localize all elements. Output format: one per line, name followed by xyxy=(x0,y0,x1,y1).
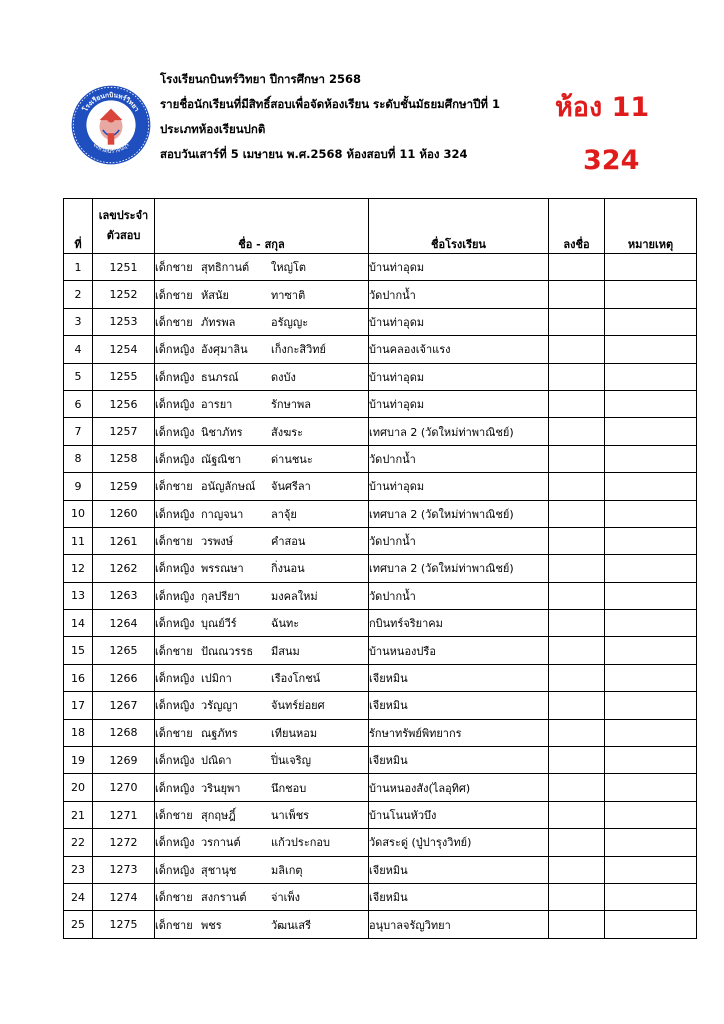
school-name: บ้านท่าอุดม xyxy=(369,473,549,500)
signature-cell[interactable] xyxy=(549,500,605,527)
student-name xyxy=(155,774,369,801)
school-name: เทศบาล 2 (วัดใหม่ท่าพาณิชย์) xyxy=(369,555,549,582)
row-number: 25 xyxy=(64,911,93,938)
name-prefix: เด็กหญิง xyxy=(155,562,195,576)
note-cell[interactable] xyxy=(605,308,697,335)
first-name: วรกานต์ xyxy=(201,836,241,850)
first-name: อังศุมาลิน xyxy=(201,343,248,357)
note-cell[interactable] xyxy=(605,363,697,390)
exam-id: 1264 xyxy=(93,610,155,637)
header-list-title: รายชื่อนักเรียนที่มีสิทธิ์สอบเพื่อจัดห้องเรียน ระดับชั้นมัธยมศึกษาปีที่ 1 xyxy=(160,97,500,111)
school-name: บ้านท่าอุดม xyxy=(369,390,549,417)
table-row xyxy=(64,664,697,691)
name-prefix: เด็กชาย xyxy=(155,918,193,932)
table-row xyxy=(64,336,697,363)
name-prefix: เด็กชาย xyxy=(155,288,193,302)
table-row xyxy=(64,719,697,746)
name-prefix: เด็กหญิง xyxy=(155,452,195,466)
school-name: เทศบาล 2 (วัดใหม่ท่าพาณิชย์) xyxy=(369,418,549,445)
exam-id: 1268 xyxy=(93,719,155,746)
school-name: บ้านท่าอุดม xyxy=(369,254,549,281)
last-name: วัฒนเสรี xyxy=(271,918,312,932)
school-name: กบินทร์จริยาคม xyxy=(369,610,549,637)
student-roster-table xyxy=(63,198,697,939)
note-cell[interactable] xyxy=(605,856,697,883)
table-row xyxy=(64,610,697,637)
row-number: 21 xyxy=(64,801,93,828)
school-name: เจียหมิน xyxy=(369,883,549,910)
school-name: บ้านคลองเจ้าแรง xyxy=(369,336,549,363)
name-prefix: เด็กหญิง xyxy=(155,343,195,357)
table-row xyxy=(64,829,697,856)
last-name: ฉันทะ xyxy=(271,617,300,631)
column-header-school: ชื่อโรงเรียน xyxy=(369,199,549,254)
first-name: ธนภรณ์ xyxy=(201,370,239,384)
first-name: พชร xyxy=(201,918,222,932)
exam-id: 1262 xyxy=(93,555,155,582)
last-name: นึกชอบ xyxy=(271,781,307,795)
svg-text:จังหวัดปราจีนบุรี: จังหวัดปราจีนบุรี xyxy=(91,141,131,155)
note-cell[interactable] xyxy=(605,911,697,938)
table-row xyxy=(64,418,697,445)
room-number: 324 xyxy=(583,145,640,176)
signature-cell[interactable] xyxy=(549,774,605,801)
exam-id: 1256 xyxy=(93,390,155,417)
name-prefix: เด็กชาย xyxy=(155,891,193,905)
name-prefix: เด็กหญิง xyxy=(155,863,195,877)
first-name: สงกรานต์ xyxy=(201,891,247,905)
signature-cell[interactable] xyxy=(549,664,605,691)
student-name xyxy=(155,911,369,938)
note-cell[interactable] xyxy=(605,254,697,281)
row-number: 23 xyxy=(64,856,93,883)
name-prefix: เด็กชาย xyxy=(155,315,193,329)
first-name: อนัญลักษณ์ xyxy=(201,480,256,494)
signature-cell[interactable] xyxy=(549,445,605,472)
student-name xyxy=(155,610,369,637)
name-prefix: เด็กหญิง xyxy=(155,589,195,603)
signature-cell[interactable] xyxy=(549,856,605,883)
signature-cell[interactable] xyxy=(549,254,605,281)
note-cell[interactable] xyxy=(605,829,697,856)
name-prefix: เด็กหญิง xyxy=(155,754,195,768)
student-name xyxy=(155,418,369,445)
table-row xyxy=(64,883,697,910)
exam-id: 1251 xyxy=(93,254,155,281)
exam-id: 1275 xyxy=(93,911,155,938)
last-name: กิ่งนอน xyxy=(271,562,305,576)
row-number: 24 xyxy=(64,883,93,910)
school-name: บ้านท่าอุดม xyxy=(369,308,549,335)
note-cell[interactable] xyxy=(605,883,697,910)
signature-cell[interactable] xyxy=(549,418,605,445)
note-cell[interactable] xyxy=(605,582,697,609)
row-number: 8 xyxy=(64,445,93,472)
signature-cell[interactable] xyxy=(549,747,605,774)
student-name xyxy=(155,336,369,363)
exam-id: 1271 xyxy=(93,801,155,828)
name-prefix: เด็กหญิง xyxy=(155,507,195,521)
table-row xyxy=(64,281,697,308)
signature-cell[interactable] xyxy=(549,883,605,910)
exam-id: 1263 xyxy=(93,582,155,609)
signature-cell[interactable] xyxy=(549,801,605,828)
school-name: บ้านท่าอุดม xyxy=(369,363,549,390)
first-name: บุณย์วีร์ xyxy=(201,617,237,631)
table-row xyxy=(64,363,697,390)
table-row xyxy=(64,692,697,719)
student-name xyxy=(155,363,369,390)
row-number: 5 xyxy=(64,363,93,390)
note-cell[interactable] xyxy=(605,281,697,308)
student-name xyxy=(155,747,369,774)
student-name xyxy=(155,555,369,582)
room-label: ห้อง 11 xyxy=(555,92,650,123)
last-name: อรัญญะ xyxy=(271,315,309,329)
note-cell[interactable] xyxy=(605,445,697,472)
row-number: 7 xyxy=(64,418,93,445)
svg-text:โรงเรียนกบินทร์วิทยา: โรงเรียนกบินทร์วิทยา xyxy=(81,91,141,114)
school-name: วัดปากน้ำ xyxy=(369,527,549,554)
last-name: มงคลใหม่ xyxy=(271,589,318,603)
exam-id: 1258 xyxy=(93,445,155,472)
note-cell[interactable] xyxy=(605,336,697,363)
table-row xyxy=(64,390,697,417)
school-name: อนุบาลจรัญวิทยา xyxy=(369,911,549,938)
student-name xyxy=(155,527,369,554)
note-cell[interactable] xyxy=(605,637,697,664)
last-name: ใหญ่โต xyxy=(271,261,307,275)
exam-id: 1260 xyxy=(93,500,155,527)
column-header-signature: ลงชื่อ xyxy=(549,199,605,254)
exam-id: 1252 xyxy=(93,281,155,308)
student-name xyxy=(155,801,369,828)
exam-id: 1272 xyxy=(93,829,155,856)
exam-id: 1273 xyxy=(93,856,155,883)
last-name: มีสนม xyxy=(271,644,300,658)
name-prefix: เด็กชาย xyxy=(155,480,193,494)
first-name: วรพงษ์ xyxy=(201,535,233,549)
row-number: 18 xyxy=(64,719,93,746)
signature-cell[interactable] xyxy=(549,610,605,637)
last-name: ดงบัง xyxy=(271,370,296,384)
header-school-year: โรงเรียนกบินทร์วิทยา ปีการศึกษา 2568 xyxy=(160,72,362,86)
last-name: นาเพ็ชร xyxy=(271,809,310,822)
note-cell[interactable] xyxy=(605,473,697,500)
table-row xyxy=(64,308,697,335)
school-name: เจียหมิน xyxy=(369,692,549,719)
signature-cell[interactable] xyxy=(549,719,605,746)
student-name xyxy=(155,637,369,664)
table-row xyxy=(64,856,697,883)
row-number: 22 xyxy=(64,829,93,856)
table-row xyxy=(64,527,697,554)
table-row xyxy=(64,254,697,281)
student-name xyxy=(155,856,369,883)
school-name: วัดปากน้ำ xyxy=(369,281,549,308)
table-header-row xyxy=(64,199,697,254)
first-name: ปณิดา xyxy=(201,754,232,768)
name-prefix: เด็กชาย xyxy=(155,644,193,658)
first-name: หัสนัย xyxy=(201,288,229,302)
row-number: 9 xyxy=(64,473,93,500)
header-exam-date-room: สอบวันเสาร์ที่ 5 เมษายน พ.ศ.2568 ห้องสอบที่ 11 ห้อง 324 xyxy=(160,147,468,161)
last-name: รักษาพล xyxy=(271,398,311,412)
exam-id: 1253 xyxy=(93,308,155,335)
name-prefix: เด็กชาย xyxy=(155,726,193,740)
note-cell[interactable] xyxy=(605,801,697,828)
signature-cell[interactable] xyxy=(549,692,605,719)
name-prefix: เด็กหญิง xyxy=(155,370,195,384)
table-row xyxy=(64,445,697,472)
table-row xyxy=(64,801,697,828)
row-number: 13 xyxy=(64,582,93,609)
last-name: ปิ่นเจริญ xyxy=(271,754,311,768)
note-cell[interactable] xyxy=(605,692,697,719)
school-name: เทศบาล 2 (วัดใหม่ท่าพาณิชย์) xyxy=(369,500,549,527)
student-name xyxy=(155,883,369,910)
name-prefix: เด็กหญิง xyxy=(155,699,195,713)
exam-id: 1259 xyxy=(93,473,155,500)
school-emblem-icon xyxy=(70,84,152,166)
note-cell[interactable] xyxy=(605,719,697,746)
name-prefix: เด็กชาย xyxy=(155,261,193,275)
note-cell[interactable] xyxy=(605,774,697,801)
column-header-name: ชื่อ - สกุล xyxy=(155,199,369,254)
name-prefix: เด็กหญิง xyxy=(155,836,195,850)
signature-cell[interactable] xyxy=(549,829,605,856)
signature-cell[interactable] xyxy=(549,363,605,390)
table-row xyxy=(64,774,697,801)
row-number: 2 xyxy=(64,281,93,308)
student-name xyxy=(155,473,369,500)
header-class-type: ประเภทห้องเรียนปกติ xyxy=(160,122,266,136)
note-cell[interactable] xyxy=(605,418,697,445)
signature-cell[interactable] xyxy=(549,911,605,938)
table-row xyxy=(64,637,697,664)
exam-id: 1270 xyxy=(93,774,155,801)
row-number: 16 xyxy=(64,664,93,691)
exam-id: 1267 xyxy=(93,692,155,719)
school-name: วัดปากน้ำ xyxy=(369,445,549,472)
first-name: วรัญญา xyxy=(201,699,239,713)
row-number: 4 xyxy=(64,336,93,363)
student-name xyxy=(155,308,369,335)
last-name: มลิเกตุ xyxy=(271,863,303,877)
table-row xyxy=(64,500,697,527)
school-name: บ้านโนนหัวบึง xyxy=(369,801,549,828)
row-number: 14 xyxy=(64,610,93,637)
note-cell[interactable] xyxy=(605,664,697,691)
row-number: 20 xyxy=(64,774,93,801)
row-number: 12 xyxy=(64,555,93,582)
student-name xyxy=(155,445,369,472)
school-name: วัดปากน้ำ xyxy=(369,582,549,609)
signature-cell[interactable] xyxy=(549,555,605,582)
school-name: เจียหมิน xyxy=(369,664,549,691)
row-number: 19 xyxy=(64,747,93,774)
note-cell[interactable] xyxy=(605,747,697,774)
exam-id: 1255 xyxy=(93,363,155,390)
first-name: วรินยุพา xyxy=(201,781,241,795)
row-number: 15 xyxy=(64,637,93,664)
note-cell[interactable] xyxy=(605,390,697,417)
student-name xyxy=(155,692,369,719)
note-cell[interactable] xyxy=(605,500,697,527)
student-name xyxy=(155,254,369,281)
school-name: บ้านหนองสัง(ไลอุทิศ) xyxy=(369,774,549,801)
name-prefix: เด็กหญิง xyxy=(155,781,195,795)
name-prefix: เด็กหญิง xyxy=(155,672,195,686)
note-cell[interactable] xyxy=(605,610,697,637)
first-name: สุกฤษฎิ์ xyxy=(201,809,236,822)
last-name: แก้วประกอบ xyxy=(271,836,330,850)
first-name: เปมิกา xyxy=(201,672,232,686)
note-cell[interactable] xyxy=(605,555,697,582)
exam-id: 1257 xyxy=(93,418,155,445)
school-name: รักษาทรัพย์พิทยากร xyxy=(369,719,549,746)
name-prefix: เด็กชาย xyxy=(155,809,193,822)
last-name: จ่าเพ็ง xyxy=(271,891,301,905)
name-prefix: เด็กหญิง xyxy=(155,617,195,631)
note-cell[interactable] xyxy=(605,527,697,554)
row-number: 1 xyxy=(64,254,93,281)
exam-id: 1265 xyxy=(93,637,155,664)
name-prefix: เด็กชาย xyxy=(155,535,193,549)
row-number: 10 xyxy=(64,500,93,527)
table-row xyxy=(64,911,697,938)
last-name: สังฆระ xyxy=(271,425,304,439)
last-name: เก็งกะสิวิทย์ xyxy=(271,343,326,357)
row-number: 6 xyxy=(64,390,93,417)
first-name: ณฐภัทร xyxy=(201,726,238,740)
signature-cell[interactable] xyxy=(549,336,605,363)
column-header-no: ที่ xyxy=(64,199,93,254)
student-name xyxy=(155,390,369,417)
school-name: บ้านหนองปรือ xyxy=(369,637,549,664)
name-prefix: เด็กหญิง xyxy=(155,425,195,439)
first-name: อารยา xyxy=(201,398,233,412)
first-name: กาญจนา xyxy=(201,507,244,521)
row-number: 11 xyxy=(64,527,93,554)
signature-cell[interactable] xyxy=(549,308,605,335)
first-name: ณัฐณิชา xyxy=(201,452,242,466)
first-name: ภัทรพล xyxy=(201,315,236,329)
table-row xyxy=(64,582,697,609)
school-name: วัดสระดู่ (ปู่ปารุงวิทย์) xyxy=(369,829,549,856)
first-name: กุลปรียา xyxy=(201,589,240,603)
exam-id: 1274 xyxy=(93,883,155,910)
signature-cell[interactable] xyxy=(549,390,605,417)
table-row xyxy=(64,555,697,582)
first-name: สุชานุช xyxy=(201,863,237,877)
name-prefix: เด็กหญิง xyxy=(155,398,195,412)
last-name: ทาซาติ xyxy=(271,288,306,302)
student-name xyxy=(155,719,369,746)
last-name: ลาจุ้ย xyxy=(271,507,297,521)
first-name: สุทธิกานต์ xyxy=(201,261,250,275)
signature-cell[interactable] xyxy=(549,582,605,609)
last-name: เรืองโกชน์ xyxy=(271,672,321,686)
signature-cell[interactable] xyxy=(549,637,605,664)
exam-id: 1261 xyxy=(93,527,155,554)
student-name xyxy=(155,829,369,856)
first-name: ปัณณวรรธ xyxy=(201,644,254,658)
student-name xyxy=(155,500,369,527)
student-name xyxy=(155,281,369,308)
last-name: ด่านชนะ xyxy=(271,452,313,466)
last-name: คำสอน xyxy=(271,535,306,549)
school-name: เจียหมิน xyxy=(369,747,549,774)
student-name xyxy=(155,582,369,609)
signature-cell[interactable] xyxy=(549,527,605,554)
last-name: จันทร์ย่อยศ xyxy=(271,699,325,713)
exam-id: 1254 xyxy=(93,336,155,363)
table-row xyxy=(64,473,697,500)
student-name xyxy=(155,664,369,691)
signature-cell[interactable] xyxy=(549,281,605,308)
exam-id: 1269 xyxy=(93,747,155,774)
signature-cell[interactable] xyxy=(549,473,605,500)
last-name: จันศรีลา xyxy=(271,480,311,494)
school-name: เจียหมิน xyxy=(369,856,549,883)
column-header-exam-id: เลขประจำตัวสอบ xyxy=(93,199,155,254)
last-name: เทียนหอม xyxy=(271,726,318,740)
row-number: 17 xyxy=(64,692,93,719)
table-row xyxy=(64,747,697,774)
row-number: 3 xyxy=(64,308,93,335)
column-header-note: หมายเหตุ xyxy=(605,199,697,254)
first-name: นิชาภัทร xyxy=(201,425,243,439)
exam-id: 1266 xyxy=(93,664,155,691)
first-name: พรรณษา xyxy=(201,562,244,576)
